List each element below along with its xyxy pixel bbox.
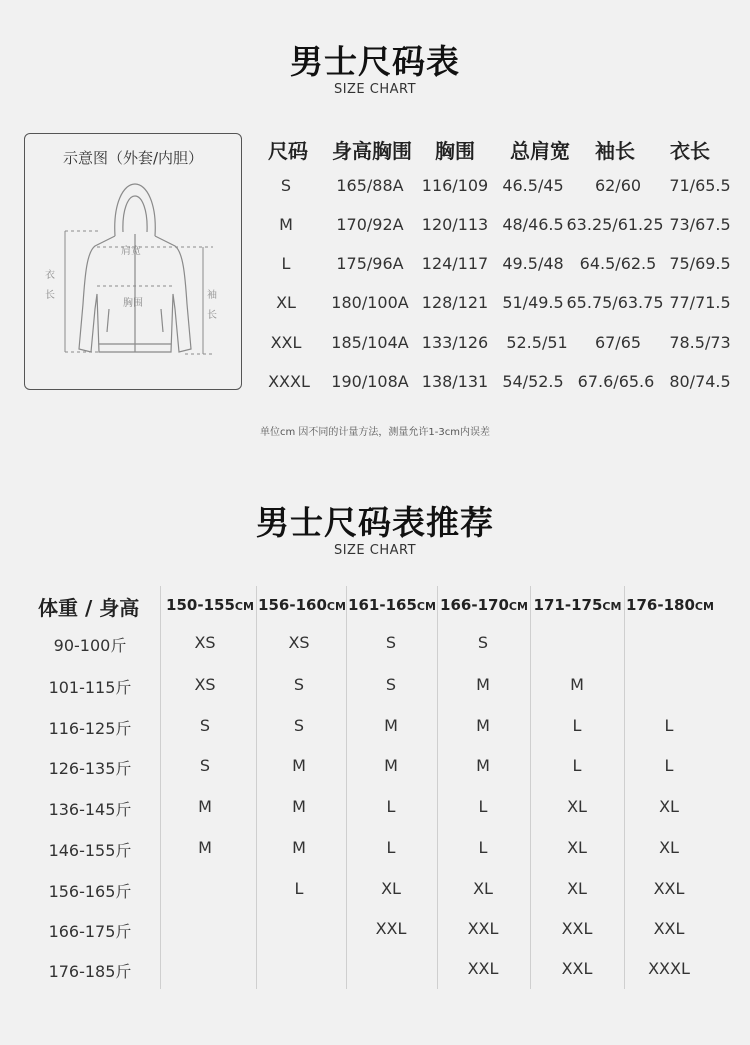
size-cell: L	[386, 797, 396, 816]
size-cell: M	[384, 756, 398, 775]
recommend-subtitle: SIZE CHART	[333, 543, 417, 558]
size-cell: S	[293, 675, 305, 694]
cell-length: 78.5/73	[669, 333, 731, 352]
cell-shoulder: 54/52.5	[502, 372, 564, 391]
cell-height-chest: 190/108A	[331, 372, 409, 391]
size-cell: XL	[659, 797, 679, 816]
cell-size: XXL	[270, 333, 302, 352]
height-header: 161-165CM	[348, 596, 436, 614]
weight-label: 101-115斤	[48, 678, 132, 697]
cell-chest: 120/113	[421, 215, 489, 234]
size-cell: M	[292, 838, 306, 857]
size-cell: L	[294, 879, 304, 898]
cell-chest: 124/117	[421, 254, 489, 273]
size-cell: M	[570, 675, 584, 694]
cell-sleeve: 64.5/62.5	[579, 254, 657, 273]
cell-height-chest: 165/88A	[336, 176, 404, 195]
cell-chest: 116/109	[421, 176, 489, 195]
measurement-note: 单位cm 因不同的计量方法，测量允许1-3cm内误差	[260, 427, 490, 438]
label-sleeve: 袖长	[207, 290, 217, 321]
height-header: 166-170CM	[440, 596, 528, 614]
cell-size: XL	[276, 293, 296, 312]
header-sleeve: 袖长	[595, 139, 635, 163]
size-cell: L	[664, 716, 674, 735]
cell-size: L	[281, 254, 291, 273]
cell-height-chest: 175/96A	[336, 254, 404, 273]
size-cell: M	[384, 716, 398, 735]
header-size: 尺码	[268, 139, 308, 163]
size-cell: XXXL	[648, 959, 690, 978]
size-cell: L	[478, 797, 488, 816]
label-chest: 胸围	[123, 298, 143, 309]
cell-shoulder: 46.5/45	[502, 176, 564, 195]
size-cell: M	[292, 756, 306, 775]
size-cell: XL	[567, 879, 587, 898]
size-cell: M	[292, 797, 306, 816]
size-cell: S	[293, 716, 305, 735]
size-cell: XXL	[561, 959, 593, 978]
size-cell: L	[572, 756, 582, 775]
header-length: 衣长	[670, 139, 710, 163]
height-header: 176-180CM	[626, 596, 714, 614]
weight-label: 146-155斤	[48, 841, 132, 860]
cell-height-chest: 185/104A	[331, 333, 409, 352]
size-cell: L	[572, 716, 582, 735]
height-header: 171-175CM	[533, 596, 622, 614]
height-header: 150-155CM	[166, 596, 254, 614]
cell-shoulder: 48/46.5	[502, 215, 564, 234]
size-cell: XXL	[467, 959, 499, 978]
size-table	[0, 0, 750, 400]
divider	[530, 586, 531, 989]
size-cell: XL	[659, 838, 679, 857]
cell-length: 77/71.5	[669, 293, 731, 312]
size-cell: M	[476, 675, 490, 694]
size-cell: XXL	[561, 919, 593, 938]
size-cell: XL	[567, 838, 587, 857]
label-length: 衣长	[45, 270, 55, 301]
cell-shoulder: 51/49.5	[502, 293, 564, 312]
size-cell: XS	[194, 633, 216, 652]
weight-label: 90-100斤	[53, 636, 127, 655]
size-cell: XL	[567, 797, 587, 816]
weight-label: 156-165斤	[48, 882, 132, 901]
size-cell: XS	[288, 633, 310, 652]
cell-sleeve: 62/60	[594, 176, 642, 195]
cell-chest: 133/126	[421, 333, 489, 352]
cell-sleeve: 67/65	[594, 333, 642, 352]
size-cell: M	[198, 838, 212, 857]
size-cell: XS	[194, 675, 216, 694]
header-chest: 胸围	[435, 139, 475, 163]
size-cell: XL	[473, 879, 493, 898]
size-cell: M	[476, 716, 490, 735]
size-cell: XXL	[467, 919, 499, 938]
weight-label: 176-185斤	[48, 962, 132, 981]
cell-chest: 128/121	[421, 293, 489, 312]
weight-label: 166-175斤	[48, 922, 132, 941]
header-height-chest: 身高胸围	[332, 139, 412, 163]
cell-length: 75/69.5	[669, 254, 731, 273]
weight-label: 116-125斤	[48, 719, 132, 738]
size-cell: S	[477, 633, 489, 652]
cell-sleeve: 65.75/63.75	[566, 293, 664, 312]
size-chart-title: 男士尺码表	[290, 42, 460, 81]
corner-label: 体重 / 身高	[38, 596, 140, 620]
size-chart-subtitle: SIZE CHART	[333, 82, 417, 97]
cell-length: 73/67.5	[669, 215, 731, 234]
diagram-caption: 示意图（外套/内胆）	[62, 149, 204, 167]
size-cell: L	[664, 756, 674, 775]
size-cell: M	[198, 797, 212, 816]
size-cell: M	[476, 756, 490, 775]
weight-label: 126-135斤	[48, 759, 132, 778]
cell-height-chest: 180/100A	[331, 293, 409, 312]
size-cell: L	[386, 838, 396, 857]
cell-height-chest: 170/92A	[336, 215, 404, 234]
size-cell: S	[385, 675, 397, 694]
size-cell: S	[385, 633, 397, 652]
size-cell: XXL	[375, 919, 407, 938]
header-shoulder: 总肩宽	[510, 139, 570, 163]
size-cell: XXL	[653, 879, 685, 898]
size-cell: XL	[381, 879, 401, 898]
size-cell: XXL	[653, 919, 685, 938]
cell-length: 80/74.5	[669, 372, 731, 391]
cell-size: S	[280, 176, 292, 195]
label-shoulder: 肩宽	[121, 246, 141, 257]
cell-size: M	[279, 215, 293, 234]
cell-shoulder: 49.5/48	[502, 254, 564, 273]
recommend-title: 男士尺码表推荐	[256, 503, 494, 542]
weight-label: 136-145斤	[48, 800, 132, 819]
size-cell: S	[199, 756, 211, 775]
cell-length: 71/65.5	[669, 176, 731, 195]
size-cell: S	[199, 716, 211, 735]
size-cell: L	[478, 838, 488, 857]
cell-size: XXXL	[268, 372, 310, 391]
cell-shoulder: 52.5/51	[506, 333, 568, 352]
height-header: 156-160CM	[258, 596, 346, 614]
cell-sleeve: 63.25/61.25	[566, 215, 664, 234]
cell-sleeve: 67.6/65.6	[577, 372, 655, 391]
cell-chest: 138/131	[421, 372, 489, 391]
